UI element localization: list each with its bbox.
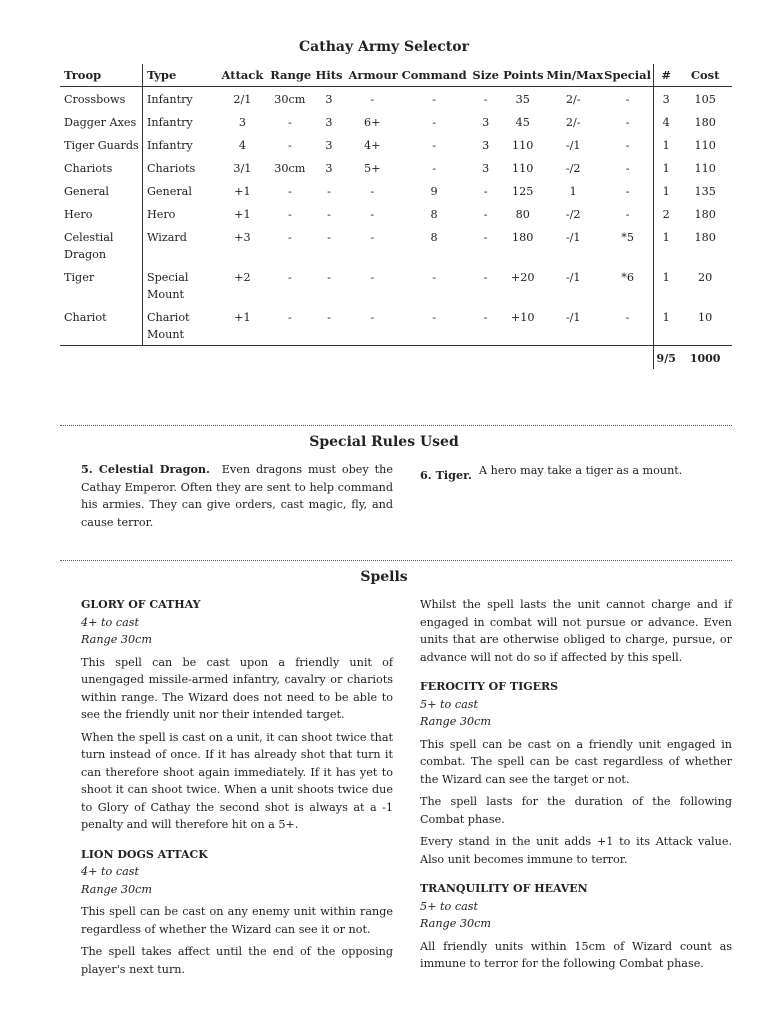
cell-special: - (602, 87, 654, 111)
cell-attack: 3 (238, 116, 246, 129)
spell-text: The spell lasts for the duration of the following Combat phase. (420, 795, 732, 826)
table-header-row (60, 64, 732, 87)
spell-text: This spell can be cast upon a friendly unit of unengaged missile-armed infantry, cavalry or chariots within range. The Wizard does not need to be able to see the friendly unit nor their intended target. (81, 655, 393, 721)
special-rules-heading: Special Rules Used (309, 434, 459, 450)
cell-armour: 4+ (364, 139, 381, 152)
cell-minmax: 1 (569, 185, 577, 198)
cell-minmax: 2/- (565, 93, 581, 106)
cell-minmax: -/2 (565, 208, 581, 221)
cell-command: 8 (430, 208, 438, 221)
page-title: Cathay Army Selector (299, 39, 469, 55)
header-range: Range (268, 64, 311, 87)
spells-heading: Spells (360, 569, 408, 585)
cell-attack: +2 (234, 271, 251, 284)
rule-tiger (420, 462, 732, 480)
cell-command: - (432, 116, 436, 129)
cell-range: - (268, 305, 311, 346)
section-divider (60, 560, 732, 561)
spells-right-column (420, 596, 732, 985)
cell-type: Hero (146, 208, 176, 221)
cell-points: +20 (510, 271, 535, 284)
cell-cost: 180 (694, 116, 716, 129)
cell-cost: 180 (694, 231, 716, 244)
rule-celestial-dragon (81, 461, 393, 531)
header-count: # (654, 64, 679, 87)
rule-name: 6. Tiger. (420, 468, 472, 482)
cell-points: 35 (515, 93, 530, 106)
cell-type: Infantry (146, 139, 193, 152)
header-armour: Armour (347, 64, 399, 87)
cell-type: Infantry (146, 93, 193, 106)
spell-range: Range 30cm (81, 882, 153, 896)
cell-armour: - (370, 93, 375, 106)
cell-hits: 3 (325, 93, 333, 106)
cell-armour: - (370, 208, 375, 221)
cell-command: 9 (430, 185, 438, 198)
cell-armour: - (370, 271, 375, 284)
cell-attack: +1 (234, 208, 251, 221)
cell-count: 1 (662, 139, 670, 152)
cell-range: - (287, 116, 292, 129)
header-troop: Troop (60, 64, 142, 87)
cell-points: 110 (512, 139, 534, 152)
cell-attack: +1 (234, 185, 251, 198)
total-spacer (60, 346, 654, 370)
spell-name: FEROCITY OF TIGERS (420, 680, 559, 693)
cell-cost: 110 (694, 162, 716, 175)
spell-text: This spell can be cast on any enemy unit within range regardless of whether the Wizard can see it or not. (81, 905, 393, 936)
cell-hits: 3 (325, 162, 333, 175)
header-special: Special (602, 64, 654, 87)
spells-left-column (81, 596, 393, 990)
cell-type: Chariot Mount (142, 305, 216, 346)
cell-type: Chariots (146, 162, 196, 175)
cell-count: 1 (662, 271, 670, 284)
cell-armour: 6+ (364, 116, 381, 129)
spell-lion-dogs-attack (81, 846, 393, 979)
cell-special: *6 (602, 265, 654, 305)
table-total-row (60, 346, 732, 370)
cell-hits: 3 (325, 116, 333, 129)
cell-command: 8 (430, 231, 438, 244)
cell-range: - (287, 271, 292, 284)
cell-attack: +1 (217, 305, 269, 346)
cell-command: - (398, 305, 470, 346)
cell-count: 1 (662, 231, 670, 244)
table-row (60, 179, 732, 202)
spell-range: Range 30cm (81, 633, 153, 646)
cell-cost: 180 (694, 208, 716, 221)
cell-type: Special Mount (146, 271, 189, 301)
cell-command: - (432, 93, 436, 106)
cell-troop: Chariots (60, 156, 142, 179)
cell-size: - (470, 305, 501, 346)
table-row (60, 110, 732, 133)
cell-command: - (432, 271, 436, 284)
cell-troop: General (60, 179, 142, 202)
cell-points: 125 (512, 185, 534, 198)
spell-name: LION DOGS ATTACK (81, 847, 208, 861)
cell-hits: - (327, 271, 331, 284)
cell-hits: - (327, 231, 331, 244)
cell-cost: 110 (694, 139, 716, 152)
cell-armour: - (370, 231, 375, 244)
header-command: Command (398, 64, 470, 87)
spell-cast-value: 5+ to cast (420, 899, 479, 913)
cell-troop: Crossbows (60, 87, 142, 111)
cell-points: 110 (512, 162, 534, 175)
cell-attack: +3 (234, 231, 251, 244)
cell-hits: - (327, 185, 331, 198)
cell-armour: - (347, 305, 399, 346)
table-row (60, 156, 732, 179)
cell-command: - (432, 139, 436, 152)
spell-cast-value: 4+ to cast (81, 615, 140, 629)
total-cost: 1000 (689, 352, 721, 365)
cell-points: 45 (515, 116, 530, 129)
cell-armour: 5+ (364, 162, 381, 175)
cell-troop: Tiger Guards (60, 133, 142, 156)
spell-range: Range 30cm (420, 917, 492, 930)
spell-text: When the spell is cast on a unit, it can shoot twice that turn instead of once. If it has already shot that turn it can therefore shoot again immediately. If it has yet to shoot it can shoot twice. When a unit shoots twice due to Glory of Cathay the second shot is always at a -1 penalty and will therefore hit on a 5+. (81, 730, 393, 831)
cell-size: 3 (482, 116, 490, 129)
spell-text: All friendly units within 15cm of Wizard count as immune to terror for the following Combat phase. (420, 939, 732, 970)
cell-hits: - (327, 208, 331, 221)
cell-special: - (602, 156, 654, 179)
cell-size: - (483, 271, 488, 284)
cell-minmax: -/1 (565, 139, 581, 152)
cell-size: - (483, 208, 488, 221)
cell-troop: Tiger (60, 265, 142, 305)
cell-size: - (483, 185, 488, 198)
cell-range: 30cm (274, 162, 306, 175)
spell-text: This spell can be cast on a friendly unit engaged in combat. The spell can be cast regardless of whether the Wizard can see the target or not. (420, 737, 732, 786)
cell-minmax: 2/- (565, 116, 581, 129)
cell-troop: Dagger Axes (60, 110, 142, 133)
spell-cast-value: 5+ to cast (420, 697, 479, 711)
spell-text: Every stand in the unit adds +1 to its Attack value. Also unit becomes immune to terror. (420, 835, 732, 866)
cell-size: - (483, 93, 488, 106)
cell-count: 2 (662, 208, 670, 221)
header-points: Points (501, 64, 544, 87)
header-hits: Hits (311, 64, 346, 87)
spell-range: Range 30cm (420, 715, 492, 728)
spell-text: Whilst the spell lasts the unit cannot charge and if engaged in combat will not pursue or advance. Even units that are otherwise obliged to charge, pursue, or advance will not do so if affected by this spell. (420, 598, 732, 664)
cell-type: General (146, 185, 192, 198)
cell-range: 30cm (274, 93, 306, 106)
cell-hits: 3 (325, 139, 333, 152)
cell-count: 3 (662, 93, 670, 106)
cell-cost: 10 (678, 305, 732, 346)
cell-size: - (483, 231, 488, 244)
cell-attack: 3/1 (233, 162, 252, 175)
cell-range: - (287, 185, 292, 198)
cell-special: *5 (602, 225, 654, 265)
cell-minmax: -/1 (544, 305, 602, 346)
spell-lion-dogs-continued (420, 596, 732, 666)
header-attack: Attack (217, 64, 269, 87)
cell-armour: - (370, 185, 375, 198)
header-type: Type (142, 64, 216, 87)
spell-name: TRANQUILITY OF HEAVEN (420, 882, 588, 895)
total-count: 9/5 (656, 352, 676, 365)
cell-hits: - (311, 305, 346, 346)
cell-attack: 4 (238, 139, 246, 152)
cell-size: 3 (482, 139, 490, 152)
table-row (60, 202, 732, 225)
cell-range: - (287, 208, 292, 221)
spell-name: GLORY OF CATHAY (81, 598, 201, 611)
spell-cast-value: 4+ to cast (81, 865, 140, 878)
cell-special: - (602, 179, 654, 202)
table-row (60, 87, 732, 111)
cell-points: 180 (512, 231, 534, 244)
cell-points: +10 (501, 305, 544, 346)
table-row (60, 265, 732, 305)
cell-cost: 20 (698, 271, 713, 284)
cell-cost: 135 (694, 185, 716, 198)
header-minmax: Min/Max (544, 64, 602, 87)
cell-special: - (602, 133, 654, 156)
cell-range: - (287, 139, 292, 152)
cell-troop: Hero (60, 202, 142, 225)
table-row (60, 225, 732, 265)
cell-special: - (602, 110, 654, 133)
section-divider (60, 425, 732, 426)
cell-count: 1 (662, 162, 670, 175)
cell-attack: 2/1 (233, 93, 252, 106)
cell-troop: Celestial Dragon (60, 225, 142, 265)
cell-special: - (602, 202, 654, 225)
table-row (60, 305, 732, 346)
cell-type: Infantry (146, 116, 193, 129)
cell-range: - (287, 231, 292, 244)
cell-command: - (432, 162, 436, 175)
spell-glory-of-cathay (81, 596, 393, 834)
header-cost: Cost (678, 64, 732, 87)
cell-type: Wizard (146, 231, 187, 244)
table-row (60, 133, 732, 156)
cell-count: 1 (662, 185, 670, 198)
cell-count: 1 (654, 305, 679, 346)
army-table (60, 64, 732, 369)
header-size: Size (470, 64, 501, 87)
spell-text: The spell takes affect until the end of the opposing player's next turn. (81, 945, 393, 976)
rule-text: A hero may take a tiger as a mount. (478, 464, 683, 477)
cell-minmax: -/1 (565, 271, 581, 284)
rule-text: Even dragons must obey the Cathay Emperor. Often they are sent to help command his armies. They can give orders, cast magic, fly, and cause terror. (81, 463, 393, 529)
cell-count: 4 (662, 116, 670, 129)
spell-tranquility-of-heaven (420, 880, 732, 973)
cell-troop: Chariot (60, 305, 142, 346)
cell-cost: 105 (694, 93, 716, 106)
cell-minmax: -/1 (565, 231, 581, 244)
cell-size: 3 (482, 162, 490, 175)
cell-points: 80 (515, 208, 530, 221)
cell-special: - (602, 305, 654, 346)
spell-ferocity-of-tigers (420, 678, 732, 868)
rule-name: 5. Celestial Dragon. (81, 462, 210, 476)
cell-minmax: -/2 (565, 162, 581, 175)
